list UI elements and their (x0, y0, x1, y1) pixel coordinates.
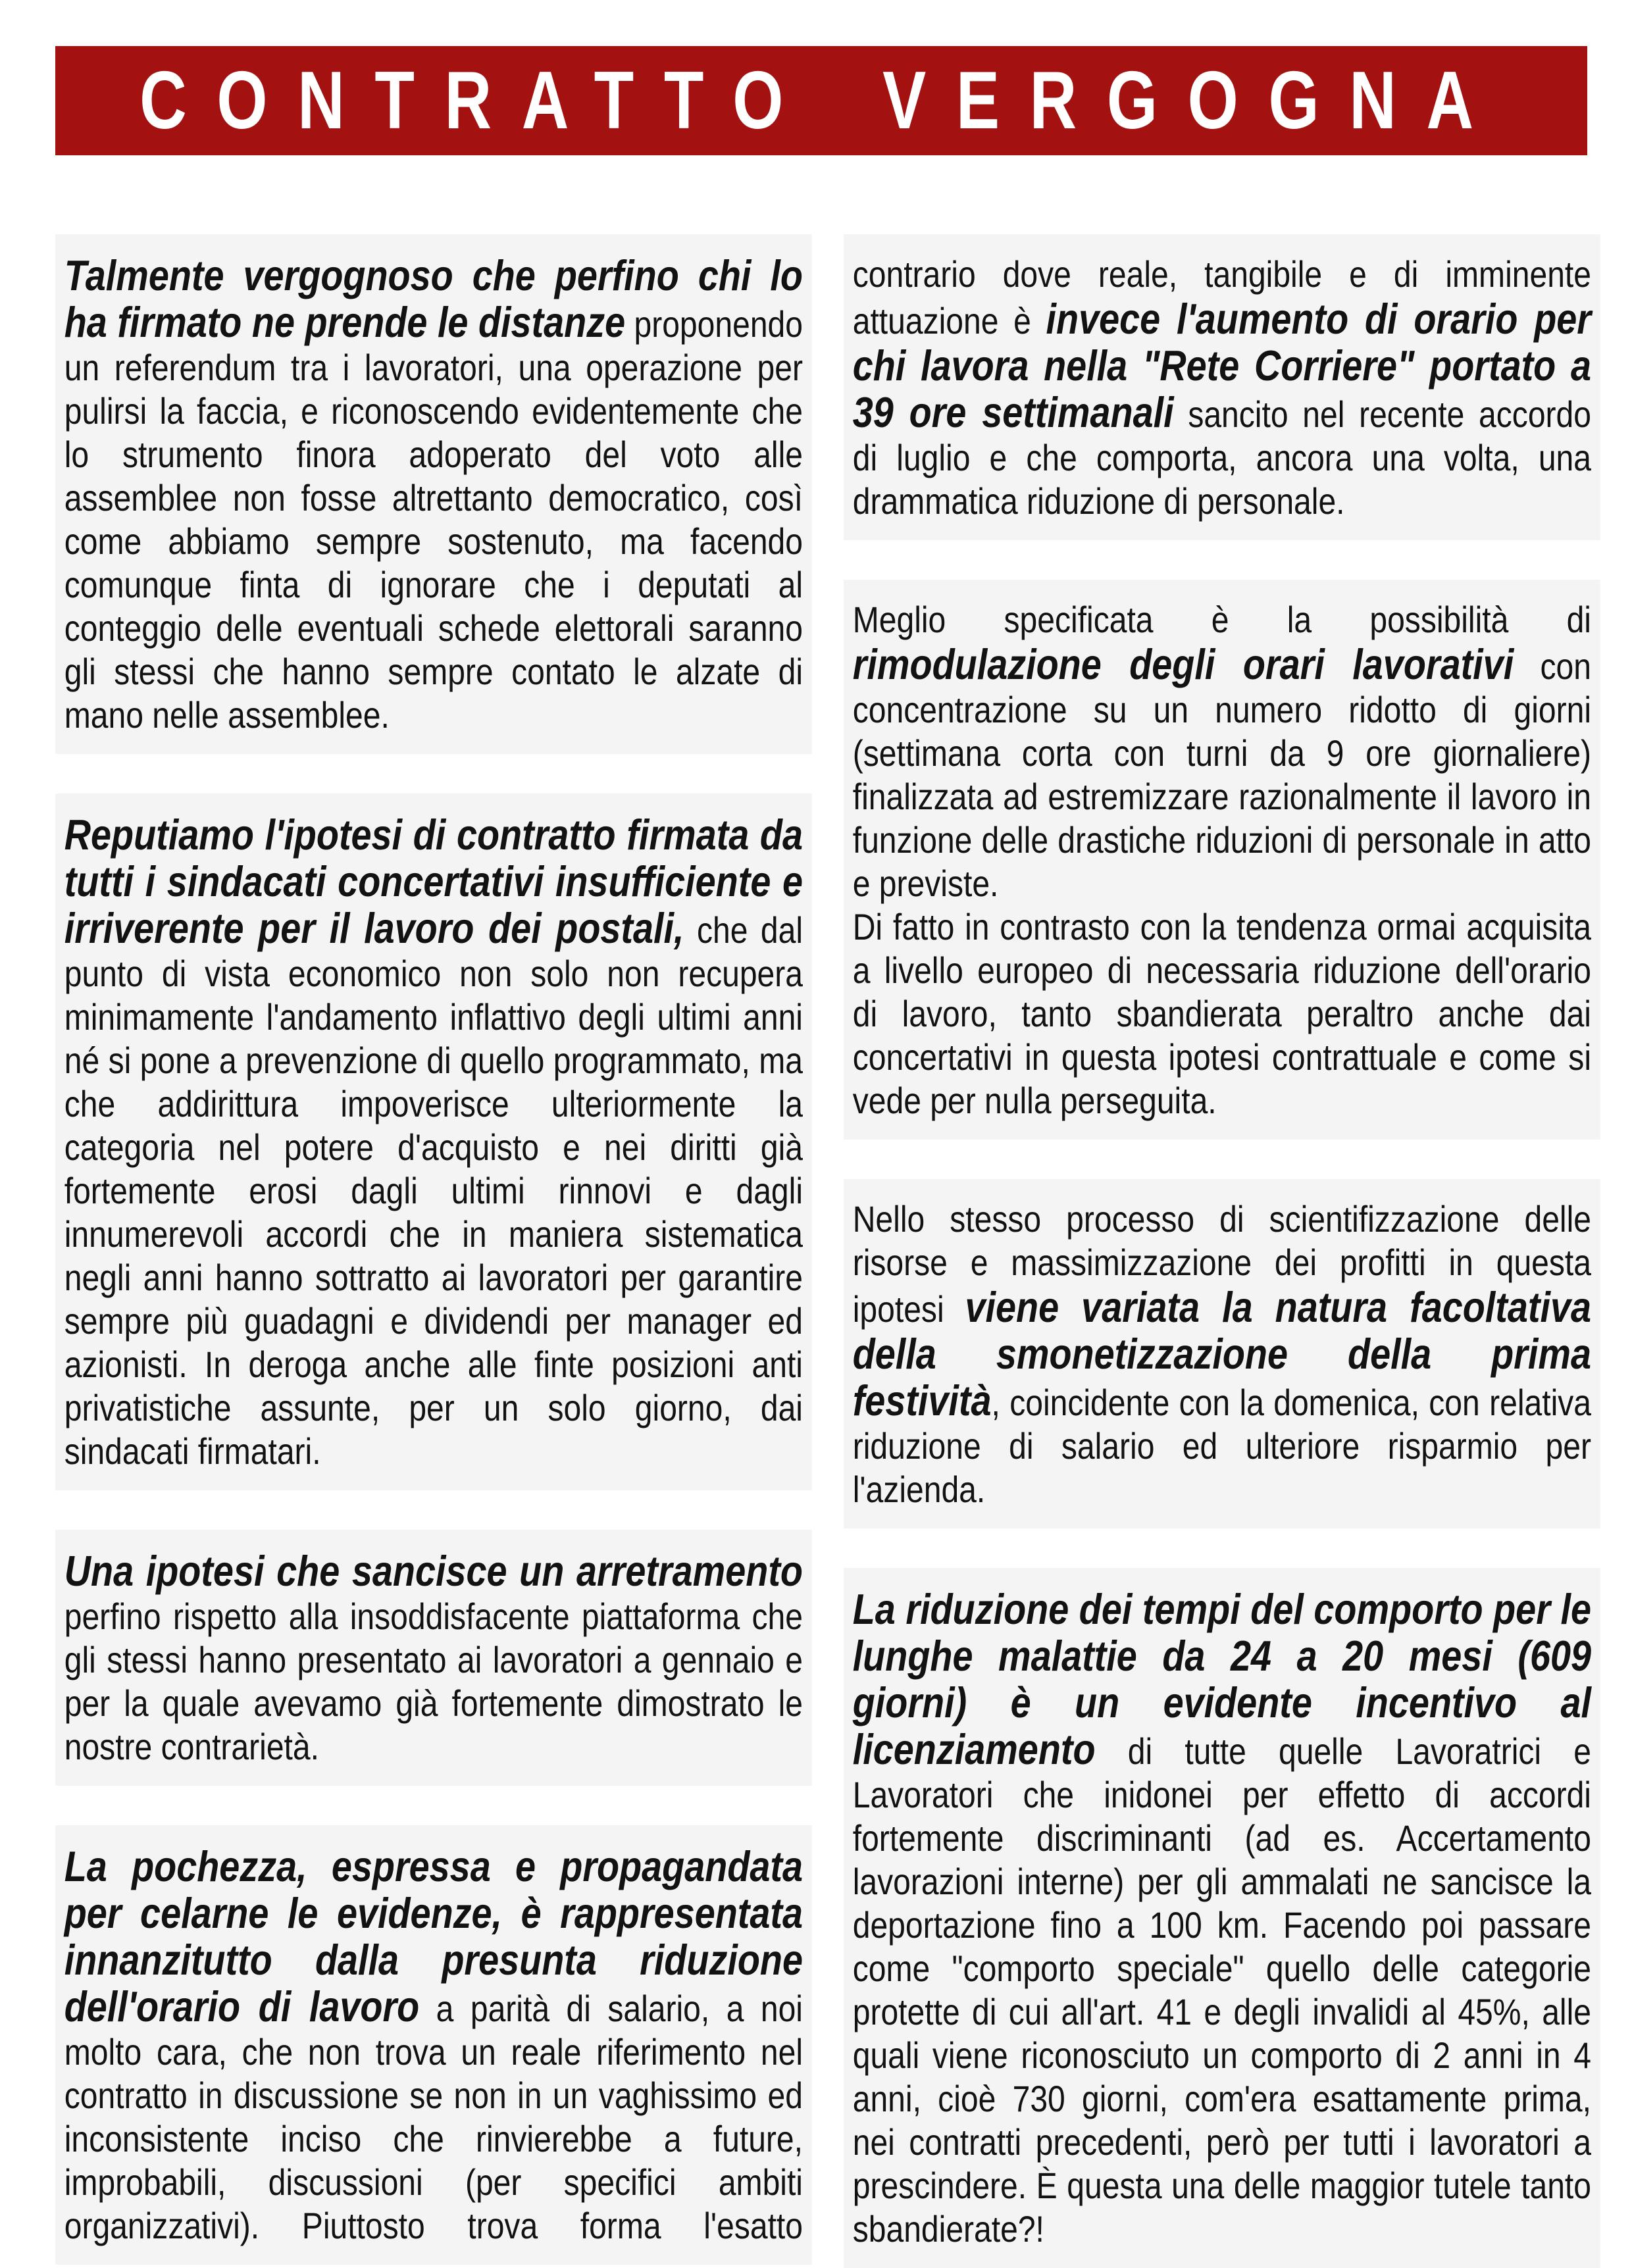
flyer-body (55, 234, 1600, 2268)
text-block (853, 905, 1591, 1122)
header-banner (55, 46, 1587, 155)
paragraph (844, 234, 1600, 540)
body-text: contrario dove reale, tangibile e di imminente attuazione è (852, 253, 1591, 341)
text-block (64, 253, 803, 737)
emphasis-text: Una ipotesi che sancisce un arretramento (64, 1547, 803, 1595)
emphasis-text: La riduzione dei tempi del comporto per le lunghe malattie da 24 a 20 mesi (609 giorni) è un evidente incentivo al licenziamento (852, 1585, 1591, 1773)
body-text: a parità di salario, a noi molto cara, che non trova un reale riferimento nel contratto in discussione se non in un vaghissimo ed inconsistente inciso che rinvierebbe a future, improbabili, discussioni (per specifici ambiti organizzativi). Piuttosto trova forma l'esatto (64, 1988, 803, 2246)
text-block (64, 812, 803, 1473)
paragraph (844, 1568, 1600, 2268)
body-text: Nello stesso processo di scientifizzazione delle risorse e massimizzazione dei profitti in questa ipotesi (852, 1198, 1591, 1330)
emphasis-text: La pochezza, espressa e propagandata per celarne le evidenze, è rappresentata innanzitutto dalla presunta riduzione dell'orario di lavoro (64, 1842, 803, 2030)
body-text: perfino rispetto alla insoddisfacente piattaforma che gli stessi hanno presentato ai lavoratori a gennaio e per la quale avevamo già fortemente dimostrato le nostre contrarietà. (64, 1596, 803, 1767)
paragraph (844, 580, 1600, 1140)
body-text: con concentrazione su un numero ridotto di giorni (settimana corta con turni da 9 ore giornaliere) finalizzata ad estremizzare razionalmente il lavoro in funzione delle drastiche riduzioni di personale in atto e previste. (852, 645, 1591, 904)
emphasis-text: invece l'aumento di orario per chi lavora nella "Rete Corriere" portato a 39 ore settimanali (852, 295, 1592, 436)
text-block (853, 1586, 1591, 2251)
emphasis-text: viene variata la natura facoltativa della smonetizzazione della prima festività (852, 1283, 1591, 1424)
body-text: , coincidente con la domenica, con relativa riduzione di salario ed ulteriore risparmio per l'azienda. (852, 1382, 1591, 1510)
body-text: sancito nel recente accordo di luglio e che comporta, ancora una volta, una drammatica riduzione di personale. (852, 393, 1591, 522)
text-block (64, 1548, 803, 1769)
body-text: Di fatto in contrasto con la tendenza ormai acquisita a livello europeo di necessaria riduzione dell'orario di lavoro, tanto sbandierata peraltro anche dai concertativi in questa ipotesi contrattuale e come si vede per nulla perseguita. (852, 906, 1591, 1121)
body-text: che dal punto di vista economico non solo non recupera minimamente l'andamento inflattivo degli ultimi anni né si pone a prevenzione di quello programmato, ma che addirittura impoverisce ulteriormente la categoria nel potere d'acquisto e nei diritti già fortemente erosi dagli ultimi rinnovi e dagli innumerevoli accordi che in maniera sistematica negli anni hanno sottratto ai lavoratori per garantire sempre più guadagni e dividendi per manager ed azionisti. In deroga anche alle finte posizioni anti privatistiche assunte, per un solo giorno, dai sindacati firmatari. (64, 909, 803, 1472)
text-block (853, 253, 1591, 523)
text-block (64, 1844, 803, 2248)
text-block (853, 1197, 1591, 1511)
column-left (55, 234, 812, 2268)
paragraph (55, 794, 812, 1490)
column-right-text (844, 234, 1600, 2268)
body-text: di tutte quelle Lavoratrici e Lavoratori che inidonei per effetto di accordi fortemente discriminanti (ad es. Accertamento lavorazioni interne) per gli ammalati ne sancisce la deportazione fino a 100 km. Facendo poi passare come "comporto speciale" quello delle categorie protette di cui all'art. 41 e degli invalidi al 45%, alle quali viene riconosciuto un comporto di 2 anni in 4 anni, cioè 730 giorni, com'era esattamente prima, nei contratti precedenti, però per tutti i lavoratori a prescindere. È questa una delle maggior tutele tanto sbandierate?! (852, 1730, 1591, 2250)
paragraph (55, 1530, 812, 1786)
paragraph (55, 234, 812, 754)
text-block (853, 598, 1591, 905)
paragraph (844, 1179, 1600, 1528)
paragraph (55, 1825, 812, 2265)
column-right (844, 234, 1600, 2268)
page-title: CONTRATTO VERGOGNA (139, 55, 1504, 146)
body-text: proponendo un referendum tra i lavoratori, una operazione per pulirsi la faccia, e riconoscendo evidentemente che lo strumento finora adoperato del voto alle assemblee non fosse altrettanto democratico, così come abbiamo sempre sostenuto, ma facendo comunque finta di ignorare che i deputati al conteggio delle eventuali schede elettorali saranno gli stessi che hanno sempre contato le alzate di mano nelle assemblee. (64, 303, 803, 736)
body-text: Meglio specificata è la possibilità di (852, 599, 1591, 640)
column-left-text (55, 234, 812, 2265)
emphasis-text: rimodulazione degli orari lavorativi (852, 640, 1514, 688)
emphasis-text: Reputiamo l'ipotesi di contratto firmata da tutti i sindacati concertativi insufficiente e irriverente per il lavoro dei postali, (64, 811, 803, 952)
emphasis-text: Talmente vergognoso che perfino chi lo ha firmato ne prende le distanze (64, 251, 803, 346)
